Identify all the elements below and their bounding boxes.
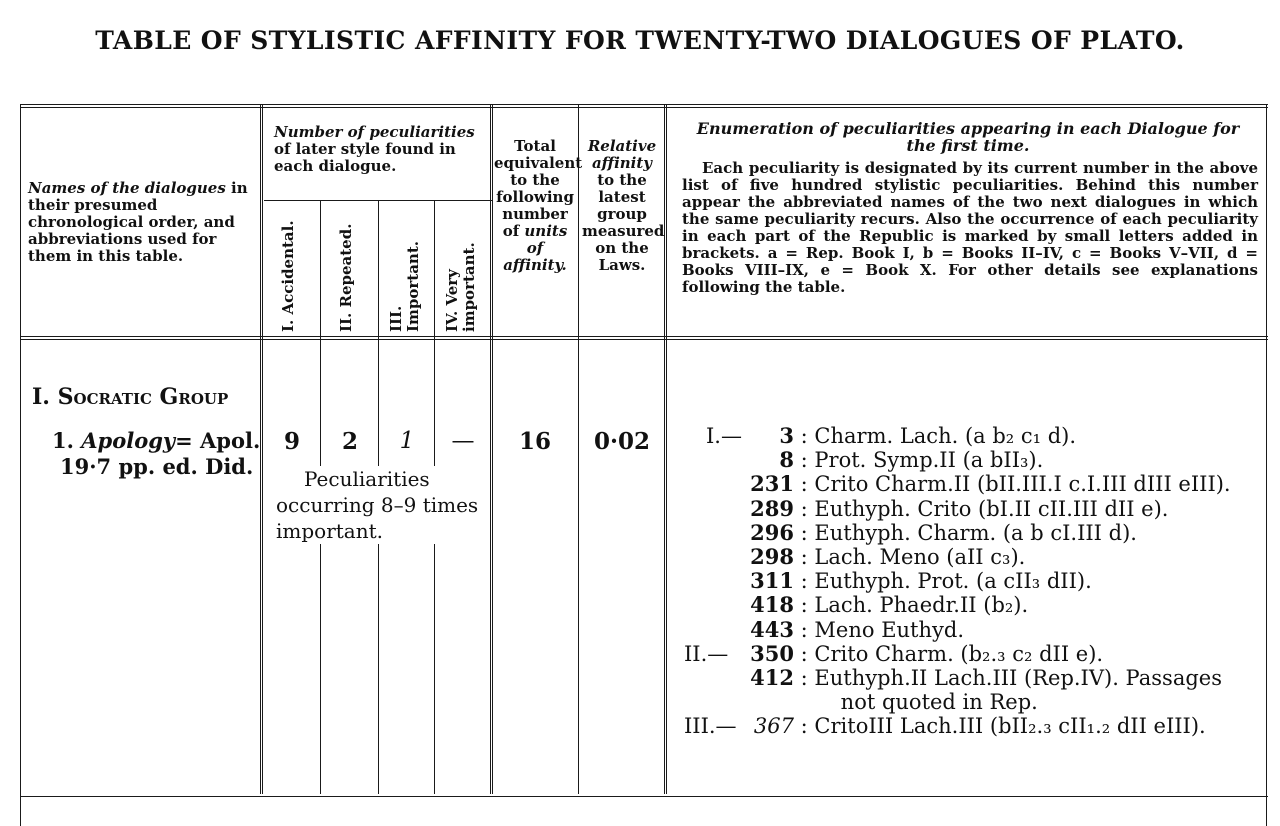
- enumeration-entry: [684, 497, 1168, 521]
- entry-number: 298: [750, 544, 794, 569]
- enumeration-entry: [684, 448, 1043, 472]
- entry-text: : Charm. Lach. (a b₂ c₁ d).: [794, 424, 1077, 448]
- header-enum-title: [680, 120, 1256, 154]
- dialogue-abbr: = Apol.: [175, 428, 261, 453]
- entry-text: : Crito Charm. (b₂.₃ c₂ dII e).: [794, 641, 1104, 666]
- dialogue-name: Apology: [81, 428, 176, 453]
- header-relative-rest: to the latest group measured on the Laws.: [582, 171, 665, 274]
- entry-text: : Crito Charm.II (bII.III.I c.I.III dIII eIII).: [794, 472, 1231, 497]
- col-divider-enum: [664, 104, 667, 794]
- table-right-border: [1266, 104, 1267, 826]
- value-total: 16: [518, 428, 551, 455]
- entry-text: : CritoIII Lach.III (bII₂.₃ cII₁.₂ dII eIII).: [794, 714, 1206, 739]
- enumeration-entry: [684, 666, 1222, 690]
- entry-text: not quoted in Rep.: [834, 690, 1038, 715]
- header-total-text: Total equivalent to the following number of: [494, 137, 583, 240]
- header-important: [388, 216, 424, 332]
- entry-text: : Euthyph. Prot. (a cII₃ dII).: [794, 569, 1092, 594]
- entry-text: : Euthyph. Crito (bI.II cII.III dII e).: [794, 496, 1169, 521]
- entry-number: 350: [750, 640, 794, 666]
- entry-text: : Euthyph. Charm. (a b cI.III d).: [794, 520, 1137, 545]
- header-relative-italic: Relative affinity: [587, 137, 657, 172]
- entry-number: 418: [750, 592, 794, 618]
- entry-text: : Prot. Symp.II (a bII₃).: [794, 448, 1044, 473]
- header-important-label: III. Important.: [387, 241, 422, 332]
- table-top-border: [20, 104, 1268, 108]
- header-names-rest: in their presumed chronological order, and abbreviations used for them in this table.: [28, 179, 248, 265]
- page-title: TABLE OF STYLISTIC AFFINITY FOR TWENTY-TWO DIALOGUES OF PLATO.: [95, 26, 1185, 55]
- header-repeated: II. Repeated.: [337, 223, 355, 332]
- entry-number: 231: [750, 471, 794, 497]
- header-very-important-label: IV. Very important.: [443, 242, 478, 332]
- enumeration-entry: [684, 714, 1206, 738]
- entry-text: : Meno Euthyd.: [794, 617, 964, 642]
- dialogue-pages: 19·7 pp. ed. Did.: [60, 454, 254, 479]
- header-enum-italic: Enumeration of peculiarities appearing in each Dialogue for the first time.: [696, 119, 1240, 155]
- value-very-important: —: [451, 428, 475, 454]
- enumeration-entry: [684, 521, 1137, 545]
- entry-number: 289: [750, 495, 794, 521]
- dialogue-cell: [52, 428, 262, 480]
- header-bottom-border: [20, 336, 1268, 340]
- peculiarity-note: Peculiarities occurring 8–9 times important.: [276, 466, 488, 544]
- entry-number: 8: [779, 447, 794, 473]
- col-divider-total: [490, 104, 493, 794]
- entry-number: 367: [753, 714, 794, 739]
- value-repeated: 2: [341, 428, 358, 455]
- entry-group-prefix: III.—: [684, 714, 737, 739]
- entry-number: 412: [750, 665, 794, 690]
- header-peculiarities-italic: Number of peculiarities: [274, 123, 475, 141]
- enumeration-entry: [684, 593, 1028, 617]
- enumeration-entry: [684, 618, 964, 642]
- enumeration-entry: [684, 569, 1092, 593]
- dialogue-number: 1.: [52, 428, 74, 453]
- table-bottom-border: [20, 796, 1268, 797]
- header-very-important: [444, 216, 480, 332]
- entry-number: 3: [779, 423, 794, 448]
- header-accidental: I. Accidental.: [279, 220, 297, 332]
- header-names-italic: Names of the dialogues: [28, 179, 226, 197]
- enumeration-entry: [684, 690, 1038, 714]
- enumeration-entry: [684, 472, 1231, 496]
- header-names: [28, 180, 256, 265]
- value-relative: 0·02: [593, 428, 651, 455]
- entry-number: 296: [750, 519, 794, 545]
- enumeration-entry: [684, 545, 1025, 569]
- value-important: 1: [399, 428, 415, 454]
- header-enum-body: Each peculiarity is designated by its current number in the above list of five hundred stylistic peculiarities. Behind this number appear the abbreviated names of the two next dialogues in which the same peculiarity recurs. Also the occurrence of each peculiarity in each part of the Republic is marked by small letters added in brackets. a = Rep. Book I, b = Books II–IV, c = Books V–VII, d = Books VIII–IX, e = Book X. For other details see explanations following the table.: [682, 159, 1258, 296]
- entry-number: 311: [750, 568, 794, 594]
- entry-text: : Euthyph.II Lach.III (Rep.IV). Passages: [794, 666, 1222, 690]
- table-left-border: [20, 104, 21, 826]
- header-total-italic: units of affinity.: [503, 222, 568, 274]
- header-total: [494, 137, 583, 274]
- entry-text: : Lach. Phaedr.II (b₂).: [794, 593, 1029, 618]
- entry-number: 443: [750, 616, 794, 642]
- entry-group-prefix: I.—: [706, 424, 742, 448]
- enumeration-entry: [684, 424, 1076, 448]
- entry-text: : Lach. Meno (aII c₃).: [794, 545, 1026, 569]
- header-peculiarities-rest: of later style found in each dialogue.: [274, 140, 456, 175]
- group-label: I. Socratic Group: [32, 384, 229, 410]
- col-divider-relative: [578, 104, 579, 794]
- header-peculiarities: [274, 124, 486, 175]
- entry-group-prefix: II.—: [684, 641, 729, 666]
- value-accidental: 9: [283, 428, 300, 455]
- header-relative: [582, 137, 665, 274]
- enumeration-entry: [684, 642, 1103, 666]
